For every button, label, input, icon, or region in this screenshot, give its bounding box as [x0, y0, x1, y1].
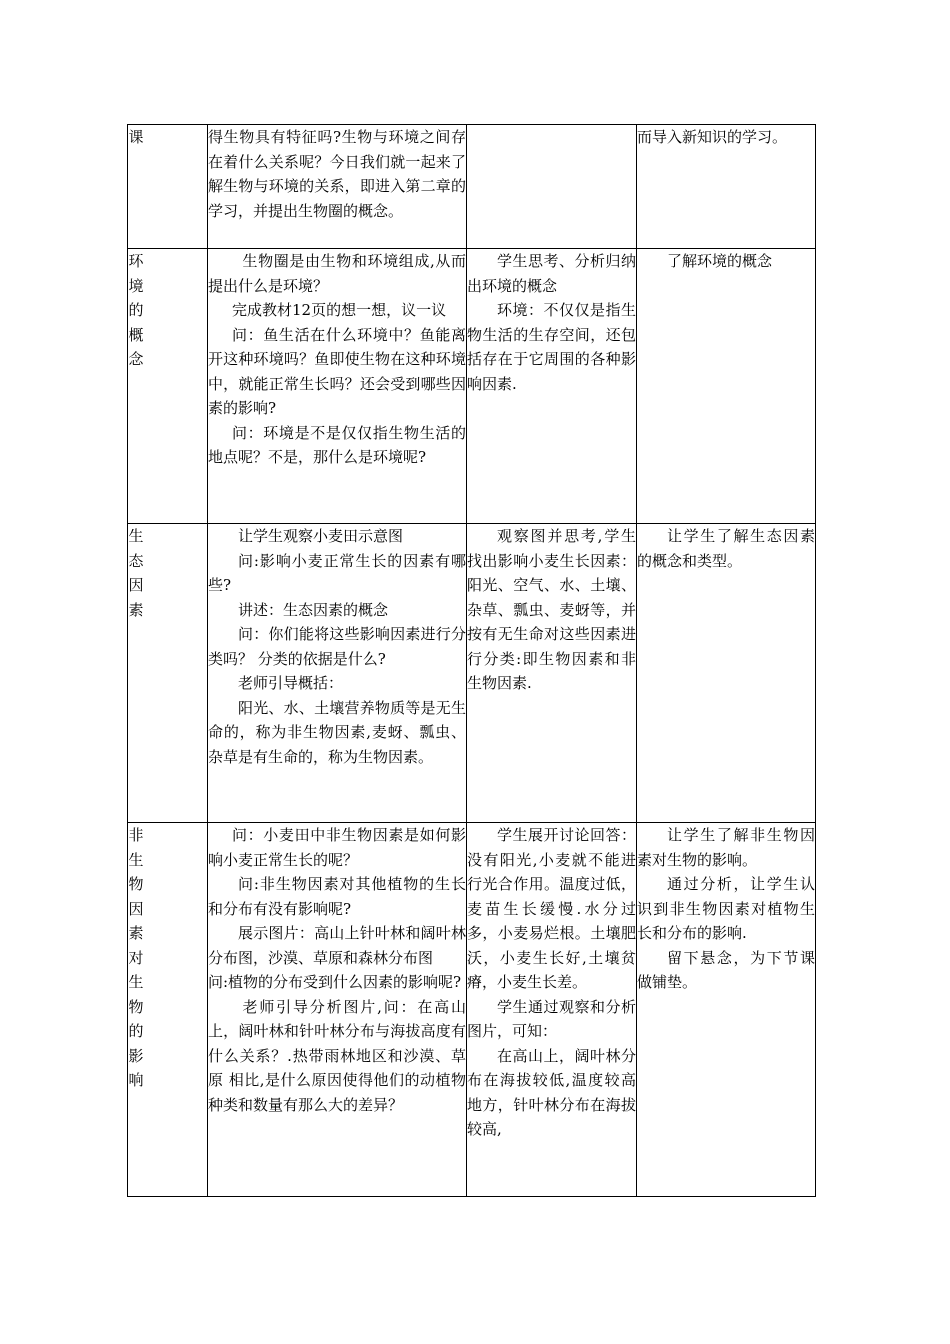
student-activity: [467, 125, 637, 249]
paragraph: 了解环境的概念: [667, 252, 773, 270]
section-label: 非生物因素对生物的影响: [128, 823, 208, 1197]
student-activity: [467, 823, 637, 1197]
paragraph: 问：鱼生活在什么环境中？鱼能离开这种环境吗？鱼即使生物在这种环境中，就能正常生长吗？还会受到哪些因素的影响?: [208, 325, 466, 417]
paragraph: 完成教材12页的想一想，议一议: [232, 301, 447, 319]
paragraph: 而导入新知识的学习。: [637, 128, 788, 146]
paragraph: 让学生了解非生物因素对生物的影响。: [637, 826, 815, 869]
paragraph: 观察图并思考,学生找出影响小麦生长因素：阳光、空气、水、土壤、杂草、瓢虫、麦蚜等，并按有无生命对这些因素进行分类:即生物因素和非生物因素.: [467, 527, 636, 692]
paragraph: 让学生观察小麦田示意图: [238, 527, 404, 545]
design-intent: [637, 249, 816, 524]
table-row: [128, 823, 816, 1197]
paragraph: 讲述：生态因素的概念: [238, 600, 389, 619]
section-label: 课: [128, 125, 208, 249]
paragraph: 问:影响小麦正常生长的因素有哪些?: [208, 551, 466, 594]
table-row: [128, 249, 816, 524]
paragraph: 问:非生物因素对其他植物的生长和分布有没有影响呢?: [208, 875, 466, 918]
paragraph: 老师引导分析图片,问：在高山上，阔叶林和针叶林分布与海拔高度有什么关系？.热带雨林地区和沙漠、草原 相比,是什么原因使得他们的动植物种类和数量有那么大的差异？: [208, 997, 466, 1114]
paragraph: 学生思考、分析归纳出环境的概念: [467, 252, 636, 295]
paragraph: 生物圈是由生物和环境组成,从而提出什么是环境？: [208, 252, 466, 295]
paragraph: 留下悬念，为下节课做铺垫。: [637, 948, 815, 991]
paragraph: 展示图片：高山上针叶林和阔叶林分布图，沙漠、草原和森林分布图: [208, 924, 466, 967]
paragraph: 学生展开讨论回答：没有阳光,小麦就不能进行光合作用。温度过低，麦苗生长缓慢.水分过多，小麦易烂根。土壤肥沃，小麦生长好,土壤贫瘠，小麦生长差。: [467, 826, 636, 991]
paragraph: 让学生了解生态因素的概念和类型。: [637, 527, 815, 570]
section-label: 生态因素: [128, 524, 208, 823]
paragraph: 学生通过观察和分析图片，可知：: [467, 997, 636, 1040]
paragraph: 问：环境是不是仅仅指生物生活的地点呢？不是，那什么是环境呢?: [208, 423, 466, 466]
paragraph: 阳光、水、土壤营养物质等是无生命的，称为非生物因素,麦蚜、瓢虫、杂草是有生命的，称为生物因素。: [208, 698, 466, 766]
paragraph: 通过分析，让学生认识到非生物因素对植物生长和分布的影响.: [637, 875, 815, 942]
student-activity: [467, 524, 637, 823]
section-label: 环境的概念: [128, 249, 208, 524]
teacher-activity: [208, 249, 467, 524]
paragraph: 老师引导概括：: [238, 674, 344, 692]
design-intent: [637, 125, 816, 249]
paragraph: 在高山上，阔叶林分布在海拔较低,温度较高地方，针叶林分布在海拔较高,: [467, 1046, 636, 1138]
paragraph: 问：你们能将这些影响因素进行分类吗？ 分类的依据是什么?: [208, 625, 466, 668]
paragraph: 问：小麦田中非生物因素是如何影响小麦正常生长的呢？: [208, 826, 466, 869]
table-row: [128, 125, 816, 249]
design-intent: [637, 524, 816, 823]
paragraph: 问:植物的分布受到什么因素的影响呢?: [208, 973, 462, 991]
table-row: [128, 524, 816, 823]
paragraph: 环境：不仅仅是指生物生活的生存空间，还包括存在于它周围的各种影响因素.: [467, 301, 636, 393]
paragraph: 得生物具有特征吗?生物与环境之间存在着什么关系呢？今日我们就一起来了解生物与环境的关系，即进入第二章的学习，并提出生物圈的概念。: [208, 128, 466, 220]
lesson-plan-table: [127, 124, 816, 1197]
student-activity: [467, 249, 637, 524]
design-intent: [637, 823, 816, 1197]
teacher-activity: [208, 524, 467, 823]
teacher-activity: [208, 823, 467, 1197]
teacher-activity: [208, 125, 467, 249]
